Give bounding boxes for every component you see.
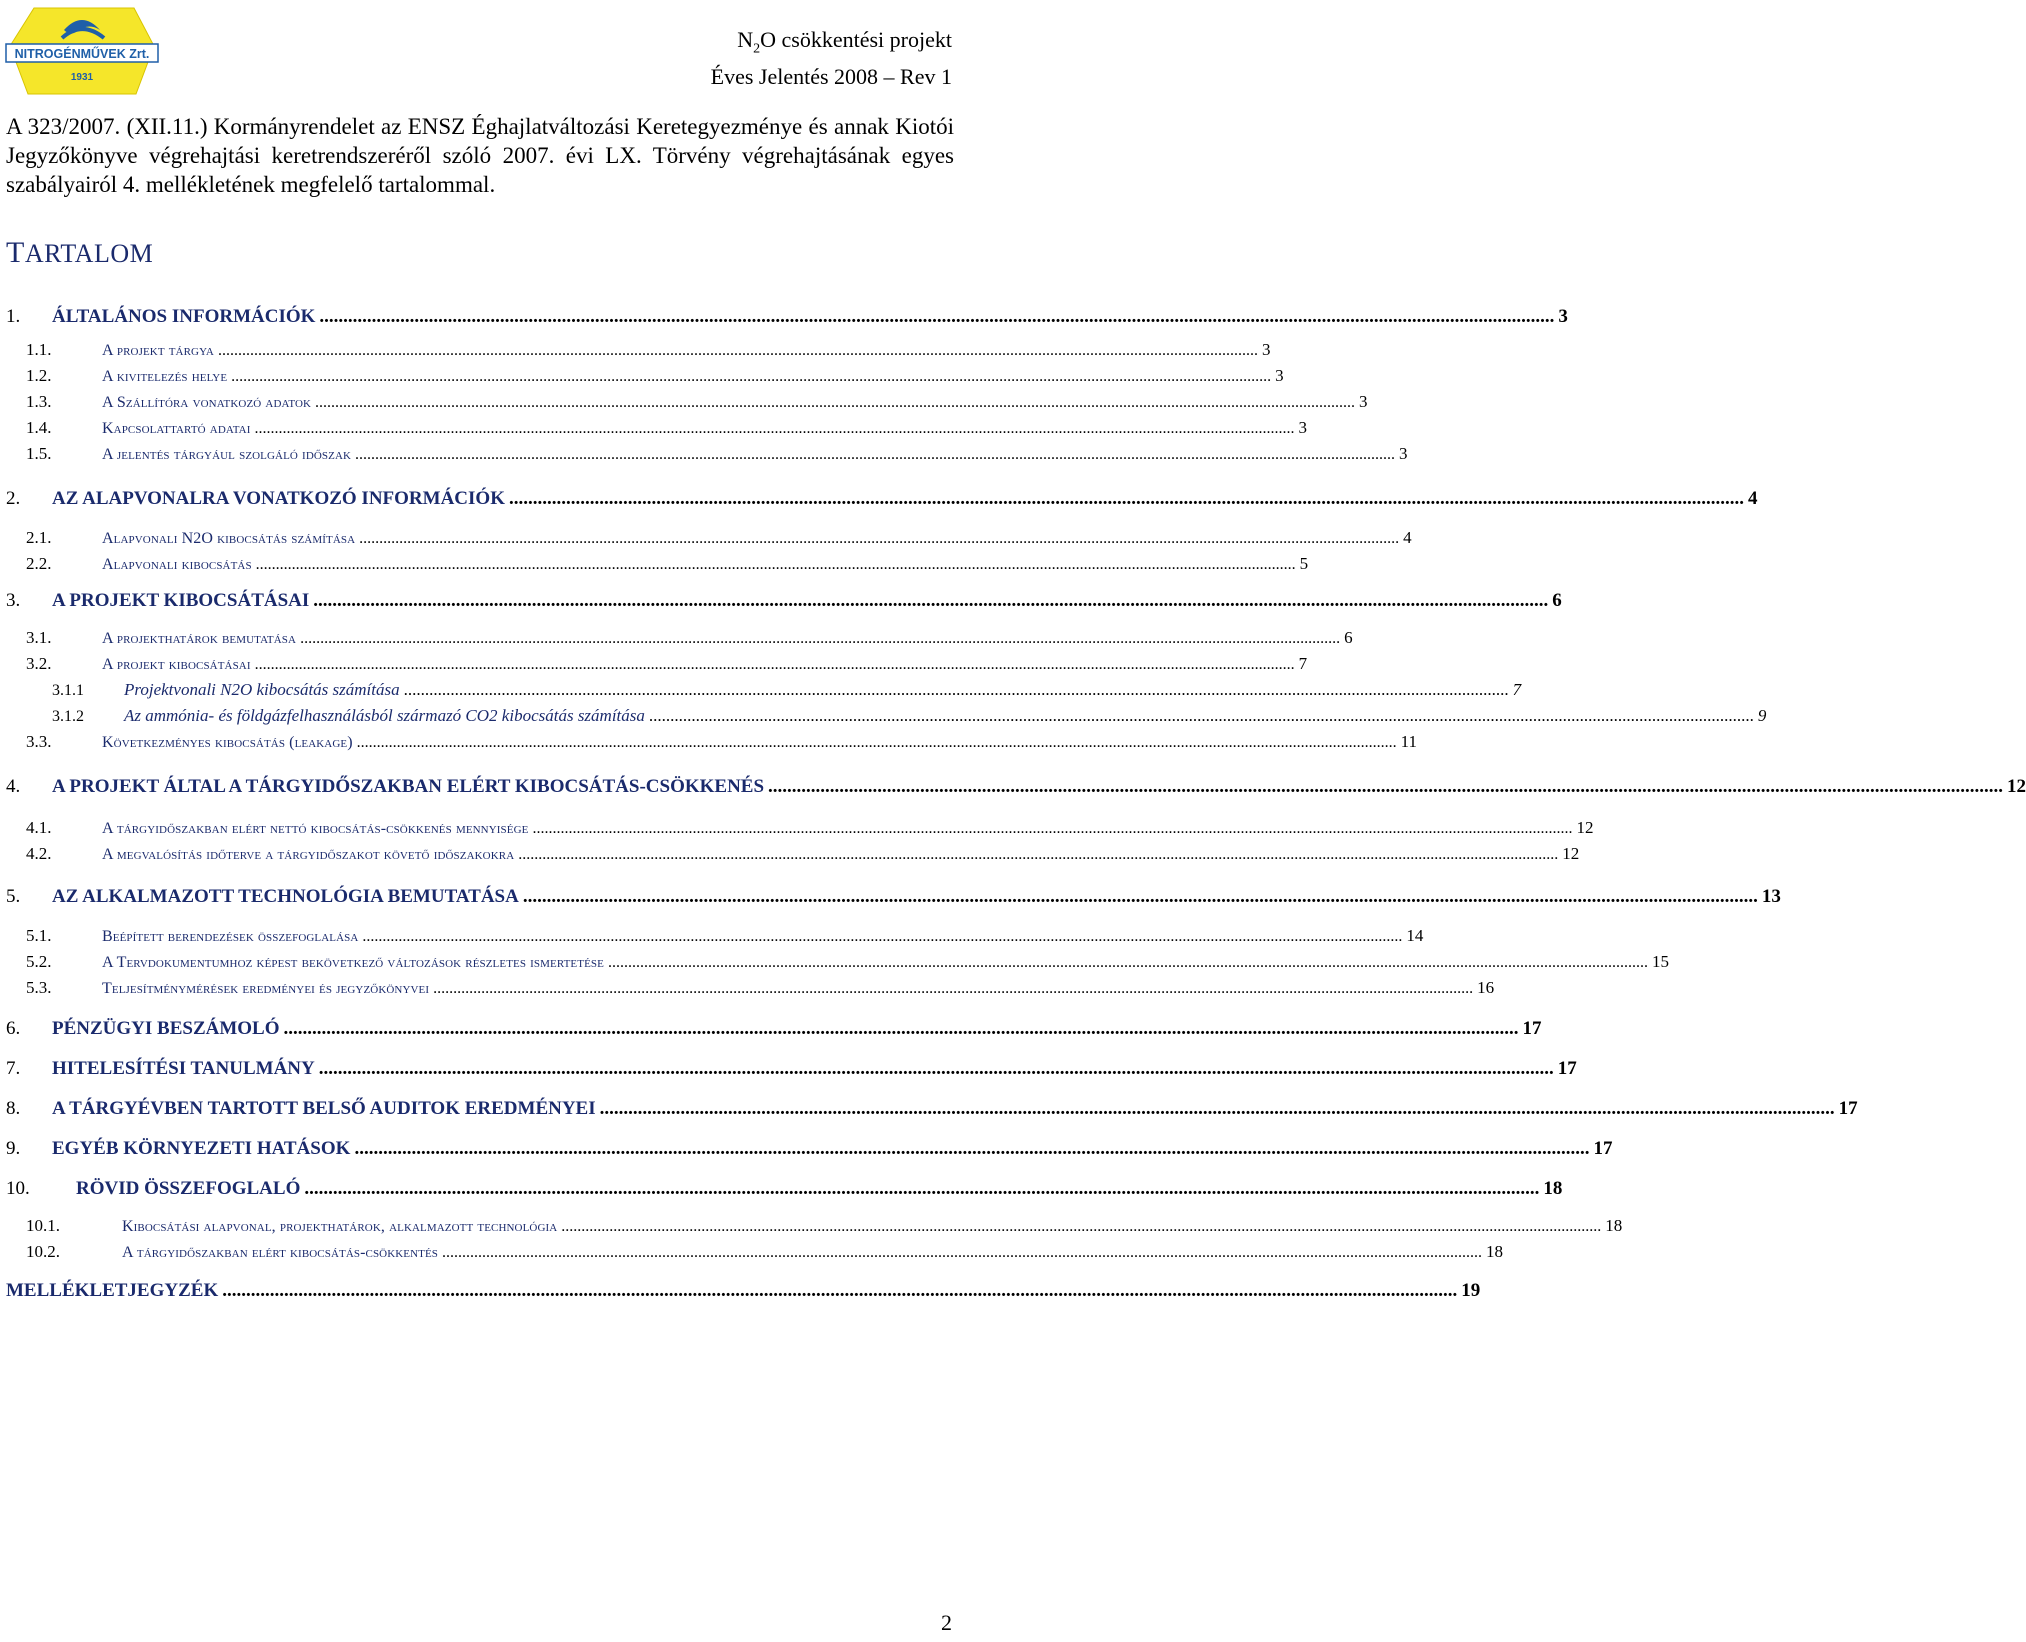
toc-entry-number: 2.1. bbox=[26, 528, 52, 547]
toc-entry-title: RÖVID ÖSSZEFOGLALÓ bbox=[76, 1178, 301, 1199]
toc-entry-page: 15 bbox=[1651, 952, 1669, 971]
toc-entry-number: 1.1. bbox=[26, 340, 52, 359]
toc-leader-dots bbox=[404, 680, 1509, 700]
toc-entry[interactable] bbox=[6, 654, 1308, 674]
toc-entry-page: 7 bbox=[1512, 680, 1522, 699]
toc-entry[interactable] bbox=[6, 1216, 1623, 1236]
toc-entry-number: 1.4. bbox=[26, 418, 52, 437]
toc-entry[interactable] bbox=[6, 628, 1353, 648]
toc-entry-number: 1. bbox=[6, 306, 21, 327]
toc-entry-page: 12 bbox=[1576, 818, 1594, 837]
toc-entry-number: 2. bbox=[6, 488, 21, 509]
toc-leader-dots bbox=[359, 530, 1399, 548]
toc-entry-title: ÁLTALÁNOS INFORMÁCIÓK bbox=[52, 306, 316, 327]
toc-entry-title: AZ ALKALMAZOTT TECHNOLÓGIA BEMUTATÁSA bbox=[52, 886, 519, 907]
toc-entry-number: 2.2. bbox=[26, 554, 52, 573]
toc-heading: TARTALOM bbox=[6, 236, 154, 269]
toc-leader-dots bbox=[319, 306, 1554, 328]
toc-entry-number: 9. bbox=[6, 1138, 21, 1159]
toc-entry[interactable] bbox=[6, 1058, 1577, 1080]
toc-entry-title: Kapcsolattartó adatai bbox=[102, 420, 251, 437]
toc-entry-number: 3.3. bbox=[26, 732, 52, 751]
header-report-title: Éves Jelentés 2008 – Rev 1 bbox=[710, 64, 952, 90]
toc-leader-dots bbox=[442, 1244, 1482, 1262]
toc-entry[interactable] bbox=[6, 978, 1495, 998]
toc-leader-dots bbox=[600, 1098, 1835, 1120]
toc-entry-number: 3.1. bbox=[26, 628, 52, 647]
toc-entry-page: 9 bbox=[1757, 706, 1767, 725]
toc-entry-page: 6 bbox=[1552, 590, 1562, 611]
toc-entry[interactable] bbox=[6, 392, 1368, 412]
toc-entry-number: 3. bbox=[6, 590, 21, 611]
toc-entry-page: 4 bbox=[1403, 528, 1412, 547]
toc-entry-page: 18 bbox=[1605, 1216, 1623, 1235]
toc-leader-dots bbox=[284, 1018, 1519, 1040]
toc-entry-title: A projekthatárok bemutatása bbox=[102, 630, 297, 647]
toc-leader-dots bbox=[256, 556, 1296, 574]
toc-entry-title: Alapvonali kibocsátás bbox=[102, 556, 252, 573]
toc-entry-page: 11 bbox=[1400, 732, 1418, 751]
toc-entry-number: 5.1. bbox=[26, 926, 52, 945]
toc-entry-title: A kivitelezés helye bbox=[102, 368, 228, 385]
page-number: 2 bbox=[941, 1610, 952, 1635]
toc-entry-number: 10.2. bbox=[26, 1242, 60, 1261]
toc-entry-page: 3 bbox=[1558, 306, 1568, 327]
toc-entry-title: A PROJEKT KIBOCSÁTÁSAI bbox=[52, 590, 310, 611]
toc-entry-number: 4.1. bbox=[26, 818, 52, 837]
toc-leader-dots bbox=[354, 1138, 1589, 1160]
toc-entry-title: A jelentés tárgyául szolgáló időszak bbox=[102, 446, 352, 463]
toc-entry-number: 1.2. bbox=[26, 366, 52, 385]
toc-entry-number: 10. bbox=[6, 1178, 30, 1199]
toc-leader-dots bbox=[222, 1280, 1457, 1302]
toc-leader-dots bbox=[768, 776, 2003, 798]
toc-entry-number: 6. bbox=[6, 1018, 21, 1039]
toc-entry-number: 5.2. bbox=[26, 952, 52, 971]
toc-leader-dots bbox=[255, 656, 1295, 674]
toc-entry-page: 17 bbox=[1522, 1018, 1542, 1039]
toc-entry[interactable] bbox=[6, 366, 1284, 386]
logo-text: NITROGÉNMŰVEK Zrt. bbox=[14, 47, 150, 61]
toc-entry-page: 14 bbox=[1406, 926, 1424, 945]
toc-entry[interactable] bbox=[6, 528, 1412, 548]
toc-entry[interactable] bbox=[6, 340, 1271, 360]
toc-entry-page: 17 bbox=[1593, 1138, 1613, 1159]
toc-entry-title: A tárgyidőszakban elért nettó kibocsátás-csökkenés mennyisége bbox=[102, 820, 529, 837]
toc-leader-dots bbox=[304, 1178, 1539, 1200]
toc-entry-page: 3 bbox=[1359, 392, 1368, 411]
header-project-title: $N_2O$ csökkentési projekt bbox=[737, 27, 952, 57]
toc-leader-dots bbox=[561, 1218, 1601, 1236]
nitrogenmuvek-logo bbox=[4, 4, 160, 96]
toc-entry[interactable] bbox=[6, 590, 1562, 612]
toc-leader-dots bbox=[315, 394, 1355, 412]
toc-entry-number: 1.3. bbox=[26, 392, 52, 411]
toc-entry-title: Az ammónia- és földgázfelhasználásból származó CO2 kibocsátás számítása bbox=[124, 706, 645, 725]
toc-entry[interactable] bbox=[6, 488, 1758, 510]
toc-entry[interactable] bbox=[6, 1018, 1542, 1040]
toc-entry[interactable] bbox=[6, 1280, 1481, 1302]
logo-year: 1931 bbox=[70, 72, 94, 83]
toc-entry-page: 16 bbox=[1477, 978, 1495, 997]
toc-leader-dots bbox=[523, 886, 1758, 908]
toc-entry-page: 13 bbox=[1761, 886, 1781, 907]
toc-entry-title: Alapvonali N2O kibocsátás számítása bbox=[102, 530, 356, 547]
report-header bbox=[711, 26, 952, 91]
toc-entry[interactable] bbox=[6, 1098, 1858, 1120]
toc-entry-number: 3.1.1 bbox=[52, 682, 84, 699]
toc-leader-dots bbox=[357, 734, 1397, 752]
toc-entry-title: A Szállítóra vonatkozó adatok bbox=[102, 394, 312, 411]
toc-entry[interactable] bbox=[6, 1178, 1563, 1200]
toc-entry-title: A Tervdokumentumhoz képest bekövetkező változások részletes ismertetése bbox=[102, 954, 604, 971]
toc-entry-title: PÉNZÜGYI BESZÁMOLÓ bbox=[52, 1018, 280, 1039]
toc-entry-title: AZ ALAPVONALRA VONATKOZÓ INFORMÁCIÓK bbox=[52, 488, 505, 509]
toc-entry-page: 3 bbox=[1275, 366, 1284, 385]
toc-entry[interactable] bbox=[6, 680, 1522, 700]
toc-entry-title: Következményes kibocsátás (leakage) bbox=[102, 734, 353, 751]
toc-entry-page: 12 bbox=[1562, 844, 1580, 863]
intro-paragraph: A 323/2007. (XII.11.) Kormányrendelet az ENSZ Éghajlatváltozási Keretegyezménye és annak Kiotói Jegyzőkönyve végrehajtási keretrendszeréről szóló 2007. évi LX. Törvény végrehajtásának egyes szabályairól 4. mellékletének megfelelő tartalommal. bbox=[6, 114, 954, 197]
toc-entry[interactable] bbox=[6, 706, 1767, 726]
toc-leader-dots bbox=[254, 420, 1294, 438]
toc-entry-page: 18 bbox=[1486, 1242, 1504, 1261]
toc-entry-title: A TÁRGYÉVBEN TARTOTT BELSŐ AUDITOK EREDMÉNYEI bbox=[52, 1098, 596, 1119]
toc-entry-title: A projekt kibocsátásai bbox=[102, 656, 251, 673]
toc-leader-dots bbox=[231, 368, 1271, 386]
toc-entry[interactable] bbox=[6, 886, 1781, 908]
toc-entry-number: 5. bbox=[6, 886, 21, 907]
toc-leader-dots bbox=[509, 488, 1744, 510]
toc-entry[interactable] bbox=[6, 1138, 1613, 1160]
toc-entry-number: 4. bbox=[6, 776, 21, 797]
toc-leader-dots bbox=[532, 820, 1572, 838]
toc-entry[interactable] bbox=[6, 818, 1594, 838]
toc-entry[interactable] bbox=[6, 444, 1408, 464]
toc-entry-number: 4.2. bbox=[26, 844, 52, 863]
toc-entry-title: EGYÉB KÖRNYEZETI HATÁSOK bbox=[52, 1138, 351, 1159]
toc-entry-page: 19 bbox=[1461, 1280, 1481, 1301]
toc-entry-number: 10.1. bbox=[26, 1216, 60, 1235]
toc-leader-dots bbox=[649, 706, 1754, 726]
toc-entry[interactable] bbox=[6, 418, 1307, 438]
toc-entry[interactable] bbox=[6, 306, 1568, 328]
toc-entry-title: Teljesítménymérések eredményei és jegyzőkönyvei bbox=[102, 980, 430, 997]
toc-entry-title: A megvalósítás időterve a tárgyidőszakot követő időszakokra bbox=[102, 846, 515, 863]
toc-entry[interactable] bbox=[6, 952, 1669, 972]
toc-leader-dots bbox=[218, 342, 1258, 360]
toc-leader-dots bbox=[608, 954, 1648, 972]
toc-entry-title: Beépített berendezések összefoglalása bbox=[102, 928, 359, 945]
toc-entry-page: 12 bbox=[2007, 776, 2026, 797]
toc-entry-page: 3 bbox=[1399, 444, 1408, 463]
toc-entry-number: 7. bbox=[6, 1058, 21, 1079]
toc-entry-page: 18 bbox=[1543, 1178, 1563, 1199]
toc-entry-number: 3.2. bbox=[26, 654, 52, 673]
toc-entry-page: 7 bbox=[1298, 654, 1308, 673]
toc-entry[interactable] bbox=[6, 844, 1580, 864]
toc-entry-title: A projekt tárgya bbox=[102, 342, 214, 359]
toc-entry[interactable] bbox=[6, 1242, 1504, 1262]
toc-entry-title: Kibocsátási alapvonal, projekthatárok, alkalmazott technológia bbox=[122, 1218, 558, 1235]
toc-entry-title: HITELESÍTÉSI TANULMÁNY bbox=[52, 1058, 315, 1079]
toc-entry-title: A PROJEKT ÁLTAL A TÁRGYIDŐSZAKBAN ELÉRT KIBOCSÁTÁS-CSÖKKENÉS bbox=[52, 776, 765, 797]
toc-entry-title: Projektvonali N2O kibocsátás számítása bbox=[124, 680, 400, 699]
toc-entry-page: 6 bbox=[1344, 628, 1353, 647]
toc-entry-page: 17 bbox=[1557, 1058, 1577, 1079]
toc-entry-page: 4 bbox=[1748, 488, 1758, 509]
toc-entry-page: 17 bbox=[1838, 1098, 1858, 1119]
toc-leader-dots bbox=[300, 630, 1340, 648]
toc-entry-page: 3 bbox=[1298, 418, 1307, 437]
toc-entry-title: MELLÉKLETJEGYZÉK bbox=[6, 1280, 219, 1301]
toc-leader-dots bbox=[313, 590, 1548, 612]
toc-entry[interactable] bbox=[6, 776, 2026, 798]
toc-entry[interactable] bbox=[6, 926, 1424, 946]
toc-leader-dots bbox=[518, 846, 1558, 864]
toc-entry-number: 5.3. bbox=[26, 978, 52, 997]
toc-leader-dots bbox=[319, 1058, 1554, 1080]
toc-leader-dots bbox=[355, 446, 1395, 464]
toc-leader-dots bbox=[433, 980, 1473, 998]
toc-entry-number: 8. bbox=[6, 1098, 21, 1119]
toc-entry-page: 3 bbox=[1261, 340, 1271, 359]
toc-entry-number: 3.1.2 bbox=[52, 708, 84, 725]
toc-entry[interactable] bbox=[6, 554, 1309, 574]
toc-leader-dots bbox=[362, 928, 1402, 946]
toc-entry-number: 1.5. bbox=[26, 444, 52, 463]
toc-entry-title: A tárgyidőszakban elért kibocsátás-csökkentés bbox=[122, 1244, 439, 1261]
toc-entry[interactable] bbox=[6, 732, 1418, 752]
toc-entry-page: 5 bbox=[1299, 554, 1309, 573]
